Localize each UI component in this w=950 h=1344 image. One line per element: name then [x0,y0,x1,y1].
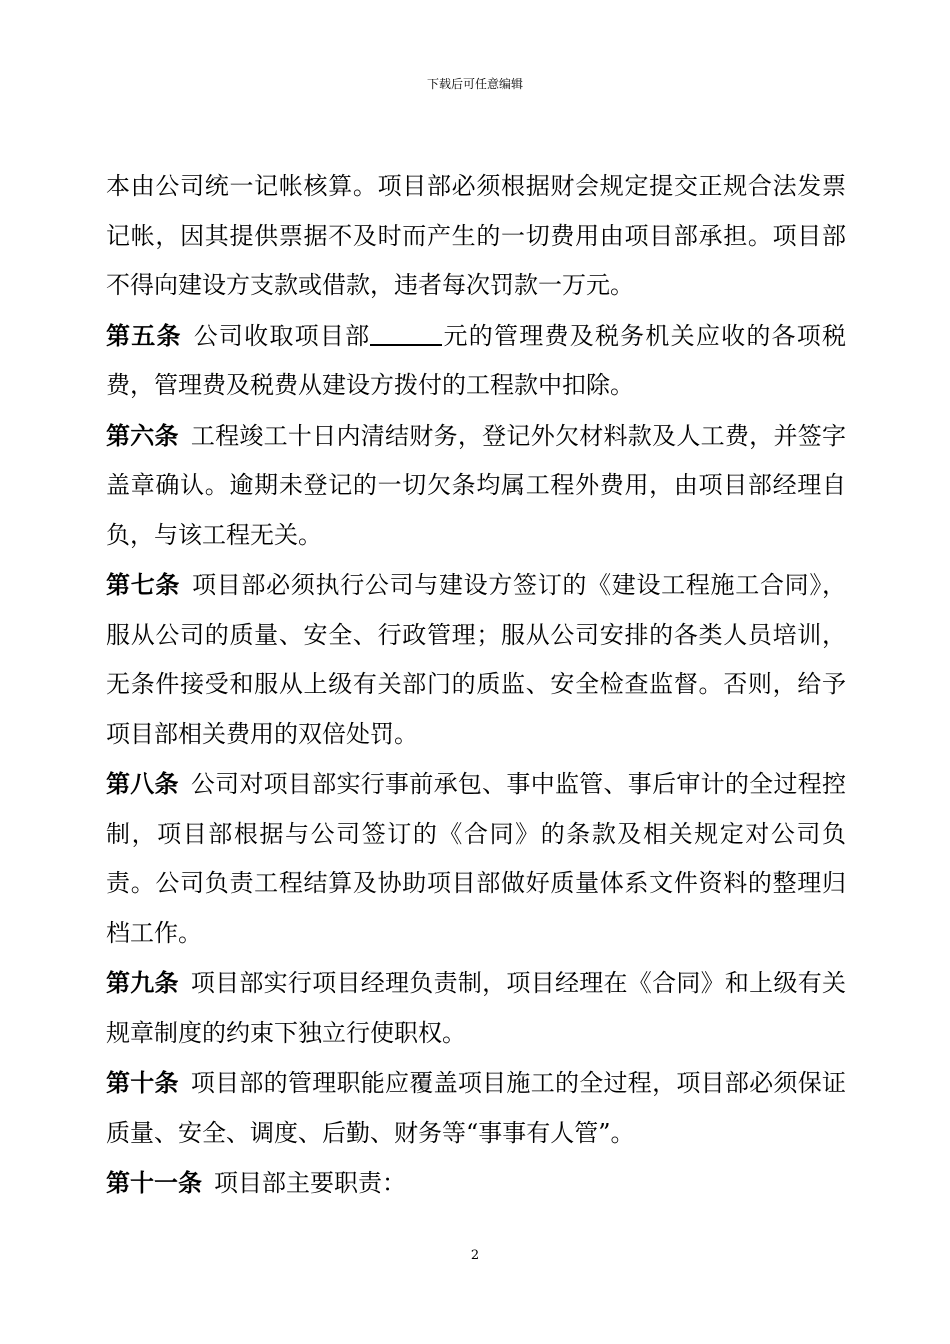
page-header: 下载后可任意编辑 [426,77,523,91]
document-body [106,162,846,1209]
article-7-text: 项目部必须执行公司与建设方签订的《建设工程施工合同》，服从公司的质量、安全、行政管理；服从公司安排的各类人员培训，无条件接受和服从上级有关部门的质监、安全检查监督。否则，给予项目部相关费用的双倍处罚。 [106,571,847,748]
fee-blank-underline [370,320,442,346]
article-6 [106,411,846,561]
article-10 [106,1058,846,1158]
article-8-number: 第八条 [106,769,179,798]
article-9-text: 项目部实行项目经理负责制，项目经理在《合同》和上级有关规章制度的约束下独立行使职权。 [106,969,846,1047]
article-10-number: 第十条 [106,1068,179,1097]
article-11-number: 第十一条 [106,1168,202,1197]
article-6-number: 第六条 [106,420,179,450]
article-10-text: 项目部的管理职能应覆盖项目施工的全过程，项目部必须保证质量、安全、调度、后勤、财务等“事事有人管”。 [106,1069,846,1147]
page-number: 2 [470,1248,480,1263]
article-5-number: 第五条 [106,320,182,350]
article-5-text-after: 元的管理费及税务机关应收的各项税费，管理费及税费从建设方拨付的工程款中扣除。 [106,321,847,399]
article-9 [106,958,846,1058]
article-8 [106,759,846,958]
article-9-number: 第九条 [106,968,179,997]
article-5-text-before: 公司收取项目部 [193,321,371,350]
article-11 [106,1158,846,1209]
intro-paragraph: 本由公司统一记帐核算。项目部必须根据财会规定提交正规合法发票记帐，因其提供票据不及时而产生的一切费用由项目部承担。项目部不得向建设方支款或借款，违者每次罚款一万元。 [106,172,846,299]
article-7 [106,560,846,759]
article-6-text: 工程竣工十日内清结财务，登记外欠材料款及人工费，并签字盖章确认。逾期未登记的一切欠条均属工程外费用，由项目部经理自负，与该工程无关。 [106,421,846,549]
article-5 [106,311,846,411]
article-7-number: 第七条 [106,570,181,599]
article-8-text: 公司对项目部实行事前承包、事中监管、事后审计的全过程控制，项目部根据与公司签订的《合同》的条款及相关规定对公司负责。公司负责工程结算及协助项目部做好质量体系文件资料的整理归档工作。 [106,770,846,947]
article-11-text: 项目部主要职责： [214,1169,406,1197]
